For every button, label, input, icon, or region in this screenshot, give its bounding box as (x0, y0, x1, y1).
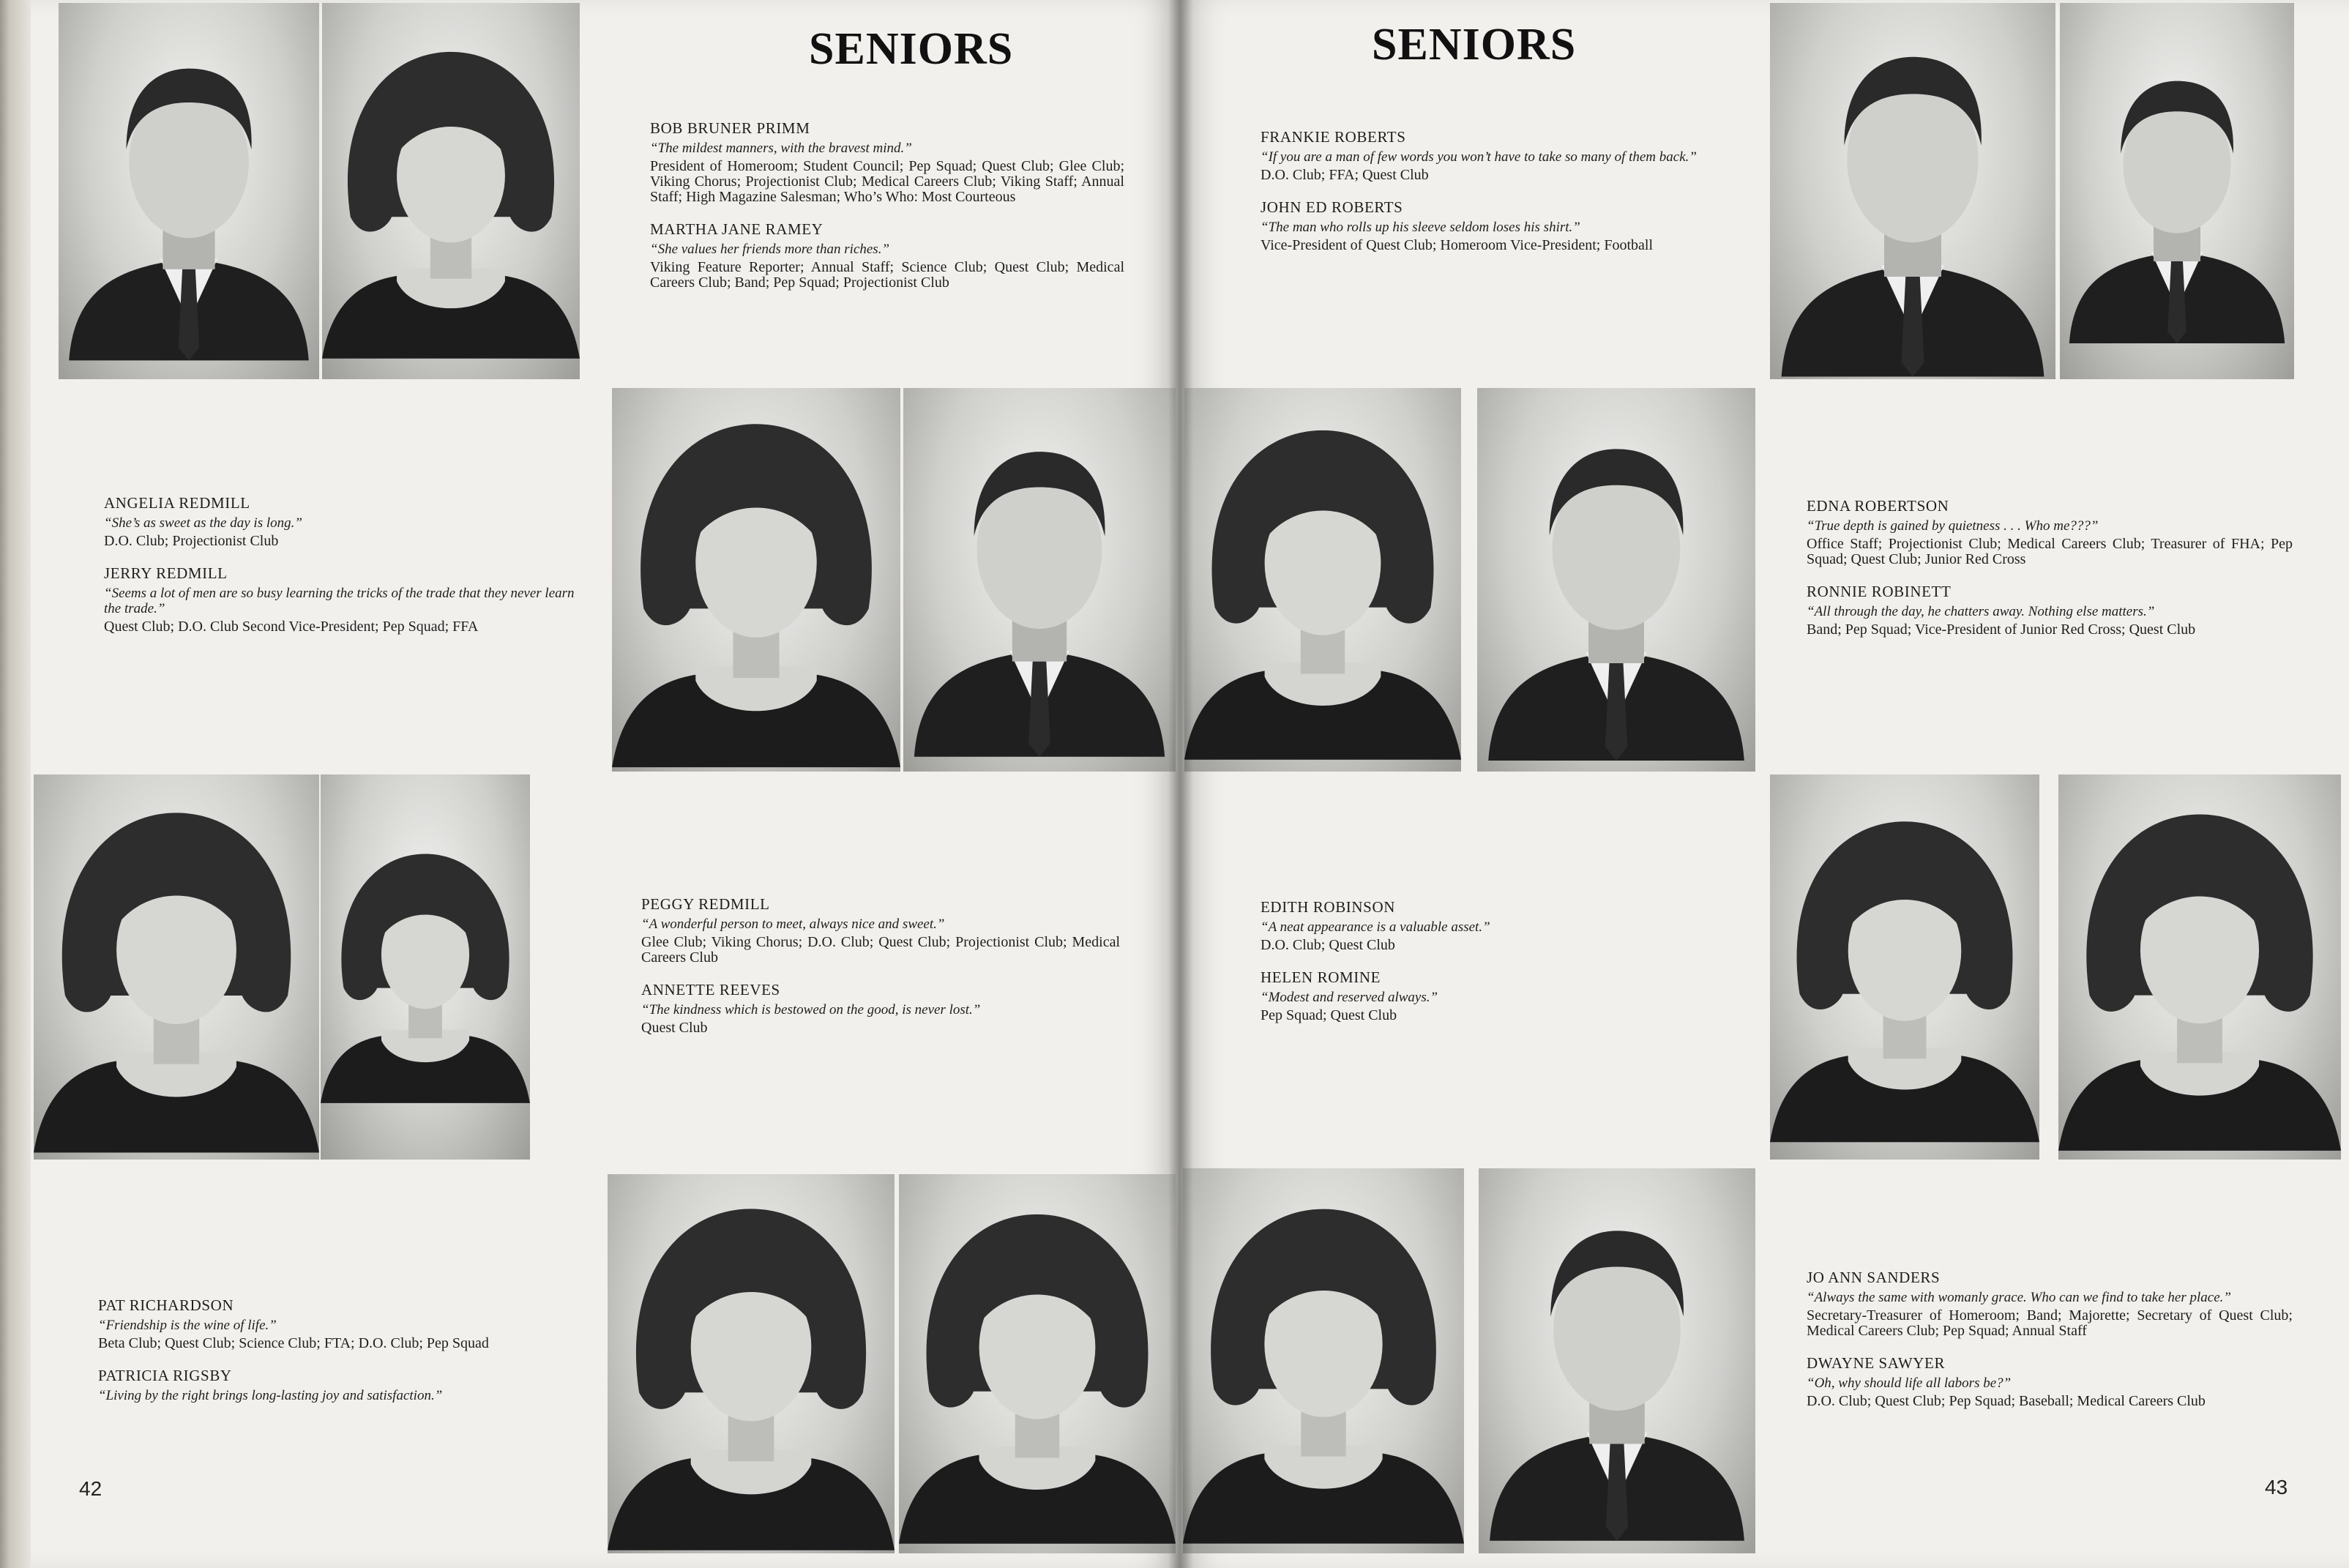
senior-name: EDITH ROBINSON (1261, 898, 1395, 916)
portrait-photo (903, 388, 1176, 772)
senior-activities: Vice-President of Quest Club; Homeroom Vice-President; Football (1261, 237, 1654, 253)
senior-entry (1807, 1269, 2293, 1425)
senior-activities: Viking Feature Reporter; Annual Staff; Science Club; Quest Club; Medical Careers Club; Band; Pep Squad; Projectionist Club (650, 259, 1124, 291)
senior-entry (98, 1297, 567, 1419)
senior-activities: Secretary-Treasurer of Homeroom; Band; Majorette; Secretary of Quest Club; Medical Careers Club; Pep Squad; Annual Staff (1807, 1307, 2293, 1339)
portrait-photo (34, 774, 319, 1160)
page-number-right: 43 (2265, 1476, 2288, 1498)
senior-entry (1261, 129, 1735, 269)
senior-entry (1261, 899, 1714, 1039)
senior-quote: “Friendship is the wine of life.” (98, 1318, 277, 1333)
senior-entry (104, 495, 577, 651)
senior-quote: “She values her friends more than riches.” (650, 242, 890, 257)
senior-activities: D.O. Club; Projectionist Club (104, 533, 279, 549)
portrait-photo (1479, 1168, 1755, 1553)
page-edge (0, 0, 31, 1568)
senior-quote: “Living by the right brings long-lasting joy and satisfaction.” (98, 1388, 443, 1403)
senior-quote: “Seems a lot of men are so busy learning the tricks of the trade that they never learn the trade.” (104, 586, 575, 616)
portrait-photo (2060, 3, 2294, 379)
portrait-photo (59, 3, 319, 379)
senior-name: JERRY REDMILL (104, 564, 228, 582)
senior-quote: “She’s as sweet as the day is long.” (104, 515, 302, 531)
portrait-photo (899, 1174, 1176, 1553)
portrait-photo (1770, 3, 2055, 379)
senior-quote: “A neat appearance is a valuable asset.” (1261, 919, 1490, 935)
senior-name: PAT RICHARDSON (98, 1296, 234, 1314)
book-gutter (1168, 0, 1193, 1568)
senior-name: ANNETTE REEVES (641, 981, 780, 998)
senior-quote: “All through the day, he chatters away. Nothing else matters.” (1807, 604, 2155, 619)
portrait-photo (1183, 1168, 1464, 1553)
senior-activities: D.O. Club; Quest Club; Pep Squad; Baseball; Medical Careers Club (1807, 1393, 2206, 1409)
senior-name: FRANKIE ROBERTS (1261, 128, 1406, 146)
senior-quote: “Oh, why should life all labors be?” (1807, 1375, 2012, 1391)
portrait-photo (322, 3, 580, 379)
senior-name: JOHN ED ROBERTS (1261, 198, 1403, 216)
portrait-photo (321, 774, 530, 1160)
senior-name: MARTHA JANE RAMEY (650, 220, 824, 238)
senior-name: EDNA ROBERTSON (1807, 497, 1949, 515)
senior-quote: “Modest and reserved always.” (1261, 990, 1438, 1005)
portrait-photo (608, 1174, 895, 1553)
senior-quote: “The kindness which is bestowed on the good, is never lost.” (641, 1002, 981, 1018)
page-heading-left: SENIORS (809, 24, 1014, 74)
page-number-left: 42 (79, 1477, 102, 1500)
senior-quote: “The man who rolls up his sleeve seldom loses his shirt.” (1261, 220, 1580, 235)
senior-activities: Glee Club; Viking Chorus; D.O. Club; Quest Club; Projectionist Club; Medical Careers Club (641, 934, 1120, 966)
senior-quote: “True depth is gained by quietness . . . Who me???” (1807, 518, 2099, 534)
senior-quote: “Always the same with womanly grace. Who can we find to take her place.” (1807, 1290, 2231, 1305)
senior-name: HELEN ROMINE (1261, 968, 1381, 986)
senior-quote: “If you are a man of few words you won’t have to take so many of them back.” (1261, 149, 1697, 165)
senior-activities: Band; Pep Squad; Vice-President of Junior Red Cross; Quest Club (1807, 621, 2196, 638)
senior-name: PATRICIA RIGSBY (98, 1367, 232, 1384)
senior-activities: President of Homeroom; Student Council; Pep Squad; Quest Club; Glee Club; Viking Chorus; Projectionist Club; Medical Careers Club; Viking Staff; Annual Staff; High Magazine Salesman; Who’s Who: Most Courteous (650, 158, 1124, 205)
senior-name: JO ANN SANDERS (1807, 1269, 1941, 1286)
senior-activities: Quest Club; D.O. Club Second Vice-President; Pep Squad; FFA (104, 619, 479, 635)
senior-activities: Office Staff; Projectionist Club; Medical Careers Club; Treasurer of FHA; Pep Squad; Quest Club; Junior Red Cross (1807, 536, 2293, 567)
senior-name: BOB BRUNER PRIMM (650, 119, 810, 137)
senior-activities: Quest Club (641, 1020, 708, 1036)
portrait-photo (1770, 774, 2039, 1160)
portrait-photo (612, 388, 900, 772)
senior-name: ANGELIA REDMILL (104, 494, 250, 512)
senior-quote: “A wonderful person to meet, always nice and sweet.” (641, 916, 945, 932)
portrait-photo (1184, 388, 1461, 772)
senior-name: PEGGY REDMILL (641, 895, 770, 913)
senior-quote: “The mildest manners, with the bravest mind.” (650, 141, 912, 156)
senior-name: RONNIE ROBINETT (1807, 583, 1952, 600)
senior-activities: Pep Squad; Quest Club (1261, 1007, 1397, 1023)
senior-entry (1807, 498, 2293, 654)
senior-activities: D.O. Club; Quest Club (1261, 937, 1395, 953)
senior-activities: D.O. Club; FFA; Quest Club (1261, 167, 1429, 183)
portrait-photo (2058, 774, 2341, 1160)
portrait-photo (1477, 388, 1755, 772)
right-page (1180, 0, 2349, 1568)
senior-activities: Beta Club; Quest Club; Science Club; FTA; D.O. Club; Pep Squad (98, 1335, 489, 1351)
page-heading-right: SENIORS (1372, 20, 1577, 70)
senior-name: DWAYNE SAWYER (1807, 1354, 1946, 1372)
senior-entry (650, 120, 1124, 307)
senior-entry (641, 896, 1120, 1052)
